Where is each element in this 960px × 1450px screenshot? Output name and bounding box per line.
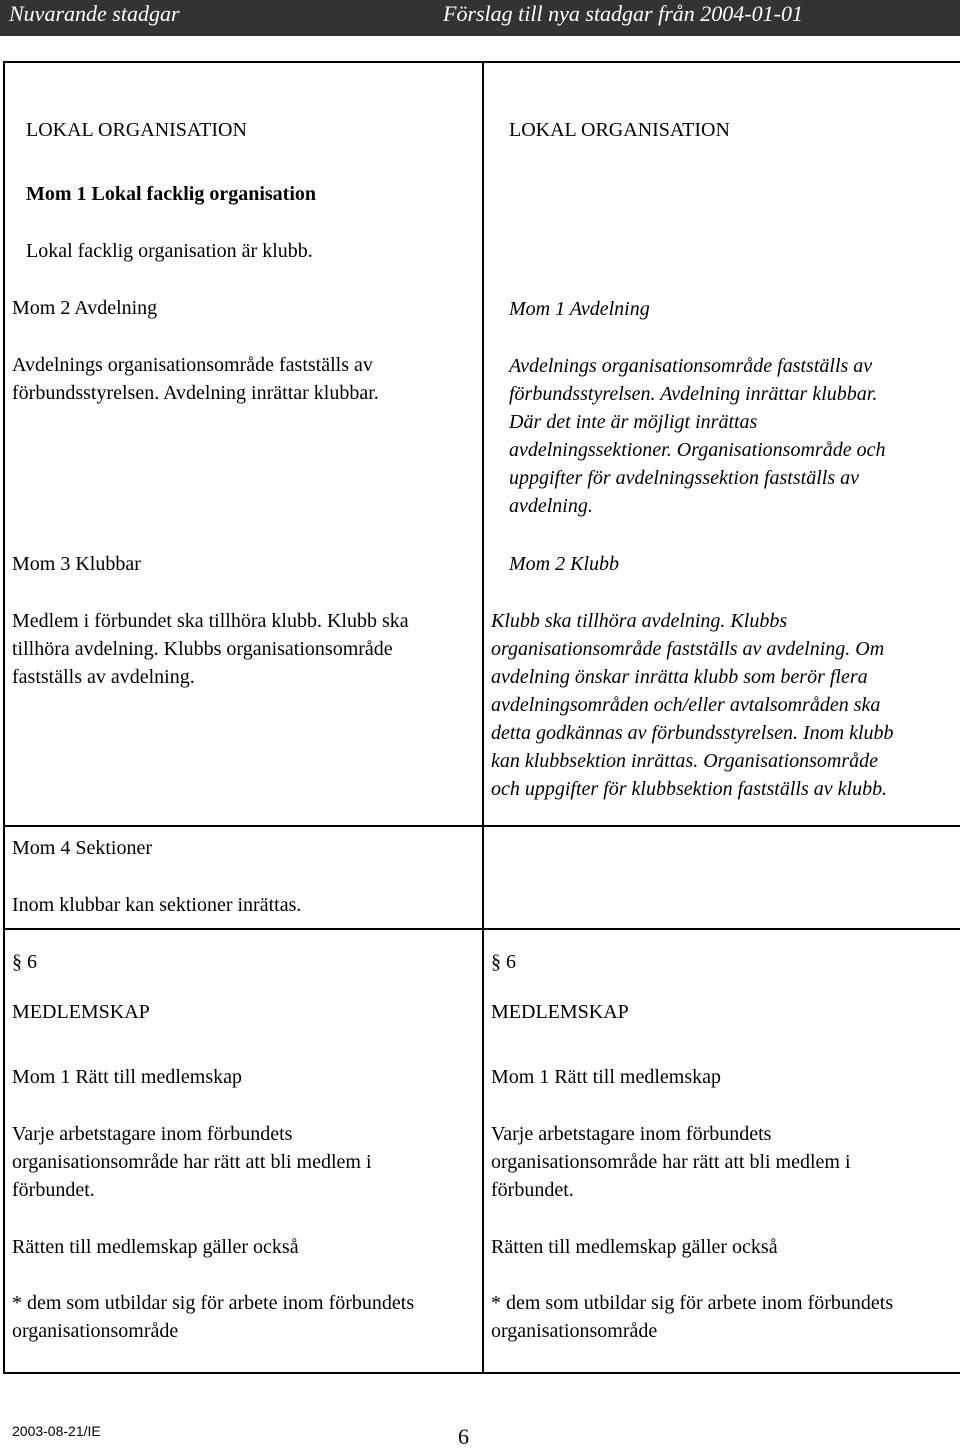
current-mom3-line: Medlem i förbundet ska tillhöra klubb. Klubb ska [12,610,409,632]
proposed-mom2-heading: Mom 2 Klubb [509,553,619,575]
current-column-cell [4,929,483,1373]
proposed-mom2-line: detta godkännas av förbundsstyrelsen. Inom klubb [491,722,894,744]
proposed-column-cell-empty [483,826,960,929]
current-sec6-text: Rätten till medlemskap gäller också [12,1236,299,1258]
current-sec6-title: MEDLEMSKAP [12,1001,150,1023]
document-header-bar [0,0,960,36]
proposed-mom1-heading: Mom 1 Avdelning [509,298,650,320]
current-sec6-mom1-line: Varje arbetstagare inom förbundets [12,1123,293,1145]
proposed-sec6-mom1-line: förbundet. [491,1179,574,1201]
current-mom4-heading: Mom 4 Sektioner [12,837,152,859]
current-mom3-line: fastställs av avdelning. [12,666,195,688]
proposed-mom2-line: avdelningsområden och/eller avtalsområden ska [491,694,881,716]
proposed-mom1-line: uppgifter för avdelningssektion fastställs av [509,467,859,489]
current-column-cell [4,62,483,826]
current-mom1-heading: Mom 1 Lokal facklig organisation [26,183,317,205]
current-mom2-heading: Mom 2 Avdelning [12,297,158,319]
comparison-table-sektioner [3,825,960,930]
footer-page-number: 6 [458,1424,469,1449]
proposed-mom2-line: och uppgifter för klubbsektion fastställs av klubb. [491,778,888,800]
current-column-cell [4,826,483,929]
current-sec6-text: organisationsområde [12,1320,179,1342]
proposed-mom2-line: organisationsområde fastställs av avdelning. Om [491,638,885,660]
current-section-title: LOKAL ORGANISATION [26,119,247,141]
comparison-table-lokal-organisation [3,61,960,827]
proposed-mom1-line: avdelning. [509,495,593,517]
proposed-sec6-symbol: § 6 [491,951,516,973]
header-right-title: Förslag till nya stadgar från 2004-01-01 [443,1,803,26]
footer-date: 2003-08-21/IE [12,1423,101,1439]
proposed-mom2-line: kan klubbsektion inrättas. Organisationsområde [491,750,879,772]
current-mom3-line: tillhöra avdelning. Klubbs organisationsområde [12,638,393,660]
proposed-mom1-line: Avdelnings organisationsområde fastställs av [509,355,873,377]
proposed-mom2-line: Klubb ska tillhöra avdelning. Klubbs [491,610,788,632]
proposed-sec6-mom1-heading: Mom 1 Rätt till medlemskap [491,1066,721,1088]
proposed-mom2-line: avdelning önskar inrätta klubb som berör flera [491,666,868,688]
proposed-column-cell [483,62,960,826]
current-mom2-line: förbundsstyrelsen. Avdelning inrättar klubbar. [12,382,379,404]
current-sec6-mom1-line: förbundet. [12,1179,95,1201]
current-mom3-heading: Mom 3 Klubbar [12,553,141,575]
current-sec6-symbol: § 6 [12,951,37,973]
proposed-sec6-text: * dem som utbildar sig för arbete inom förbundets [491,1292,894,1314]
proposed-sec6-text: organisationsområde [491,1320,658,1342]
header-left-title: Nuvarande stadgar [9,1,180,26]
proposed-sec6-mom1-line: organisationsområde har rätt att bli medlem i [491,1151,851,1173]
proposed-sec6-title: MEDLEMSKAP [491,1001,629,1023]
proposed-sec6-text: Rätten till medlemskap gäller också [491,1236,778,1258]
comparison-table-medlemskap [3,928,960,1374]
current-mom4-text: Inom klubbar kan sektioner inrättas. [12,894,302,916]
proposed-mom1-line: Där det inte är möjligt inrättas [509,411,758,433]
current-sec6-text: * dem som utbildar sig för arbete inom förbundets [12,1292,415,1314]
proposed-mom1-line: förbundsstyrelsen. Avdelning inrättar klubbar. [509,383,878,405]
proposed-sec6-mom1-line: Varje arbetstagare inom förbundets [491,1123,772,1145]
proposed-mom1-line: avdelningssektioner. Organisationsområde och [509,439,886,461]
proposed-column-cell [483,929,960,1373]
proposed-section-title: LOKAL ORGANISATION [509,119,730,141]
current-mom1-text: Lokal facklig organisation är klubb. [26,240,313,262]
current-mom2-line: Avdelnings organisationsområde fastställs av [12,354,373,376]
current-sec6-mom1-heading: Mom 1 Rätt till medlemskap [12,1066,242,1088]
current-sec6-mom1-line: organisationsområde har rätt att bli medlem i [12,1151,372,1173]
